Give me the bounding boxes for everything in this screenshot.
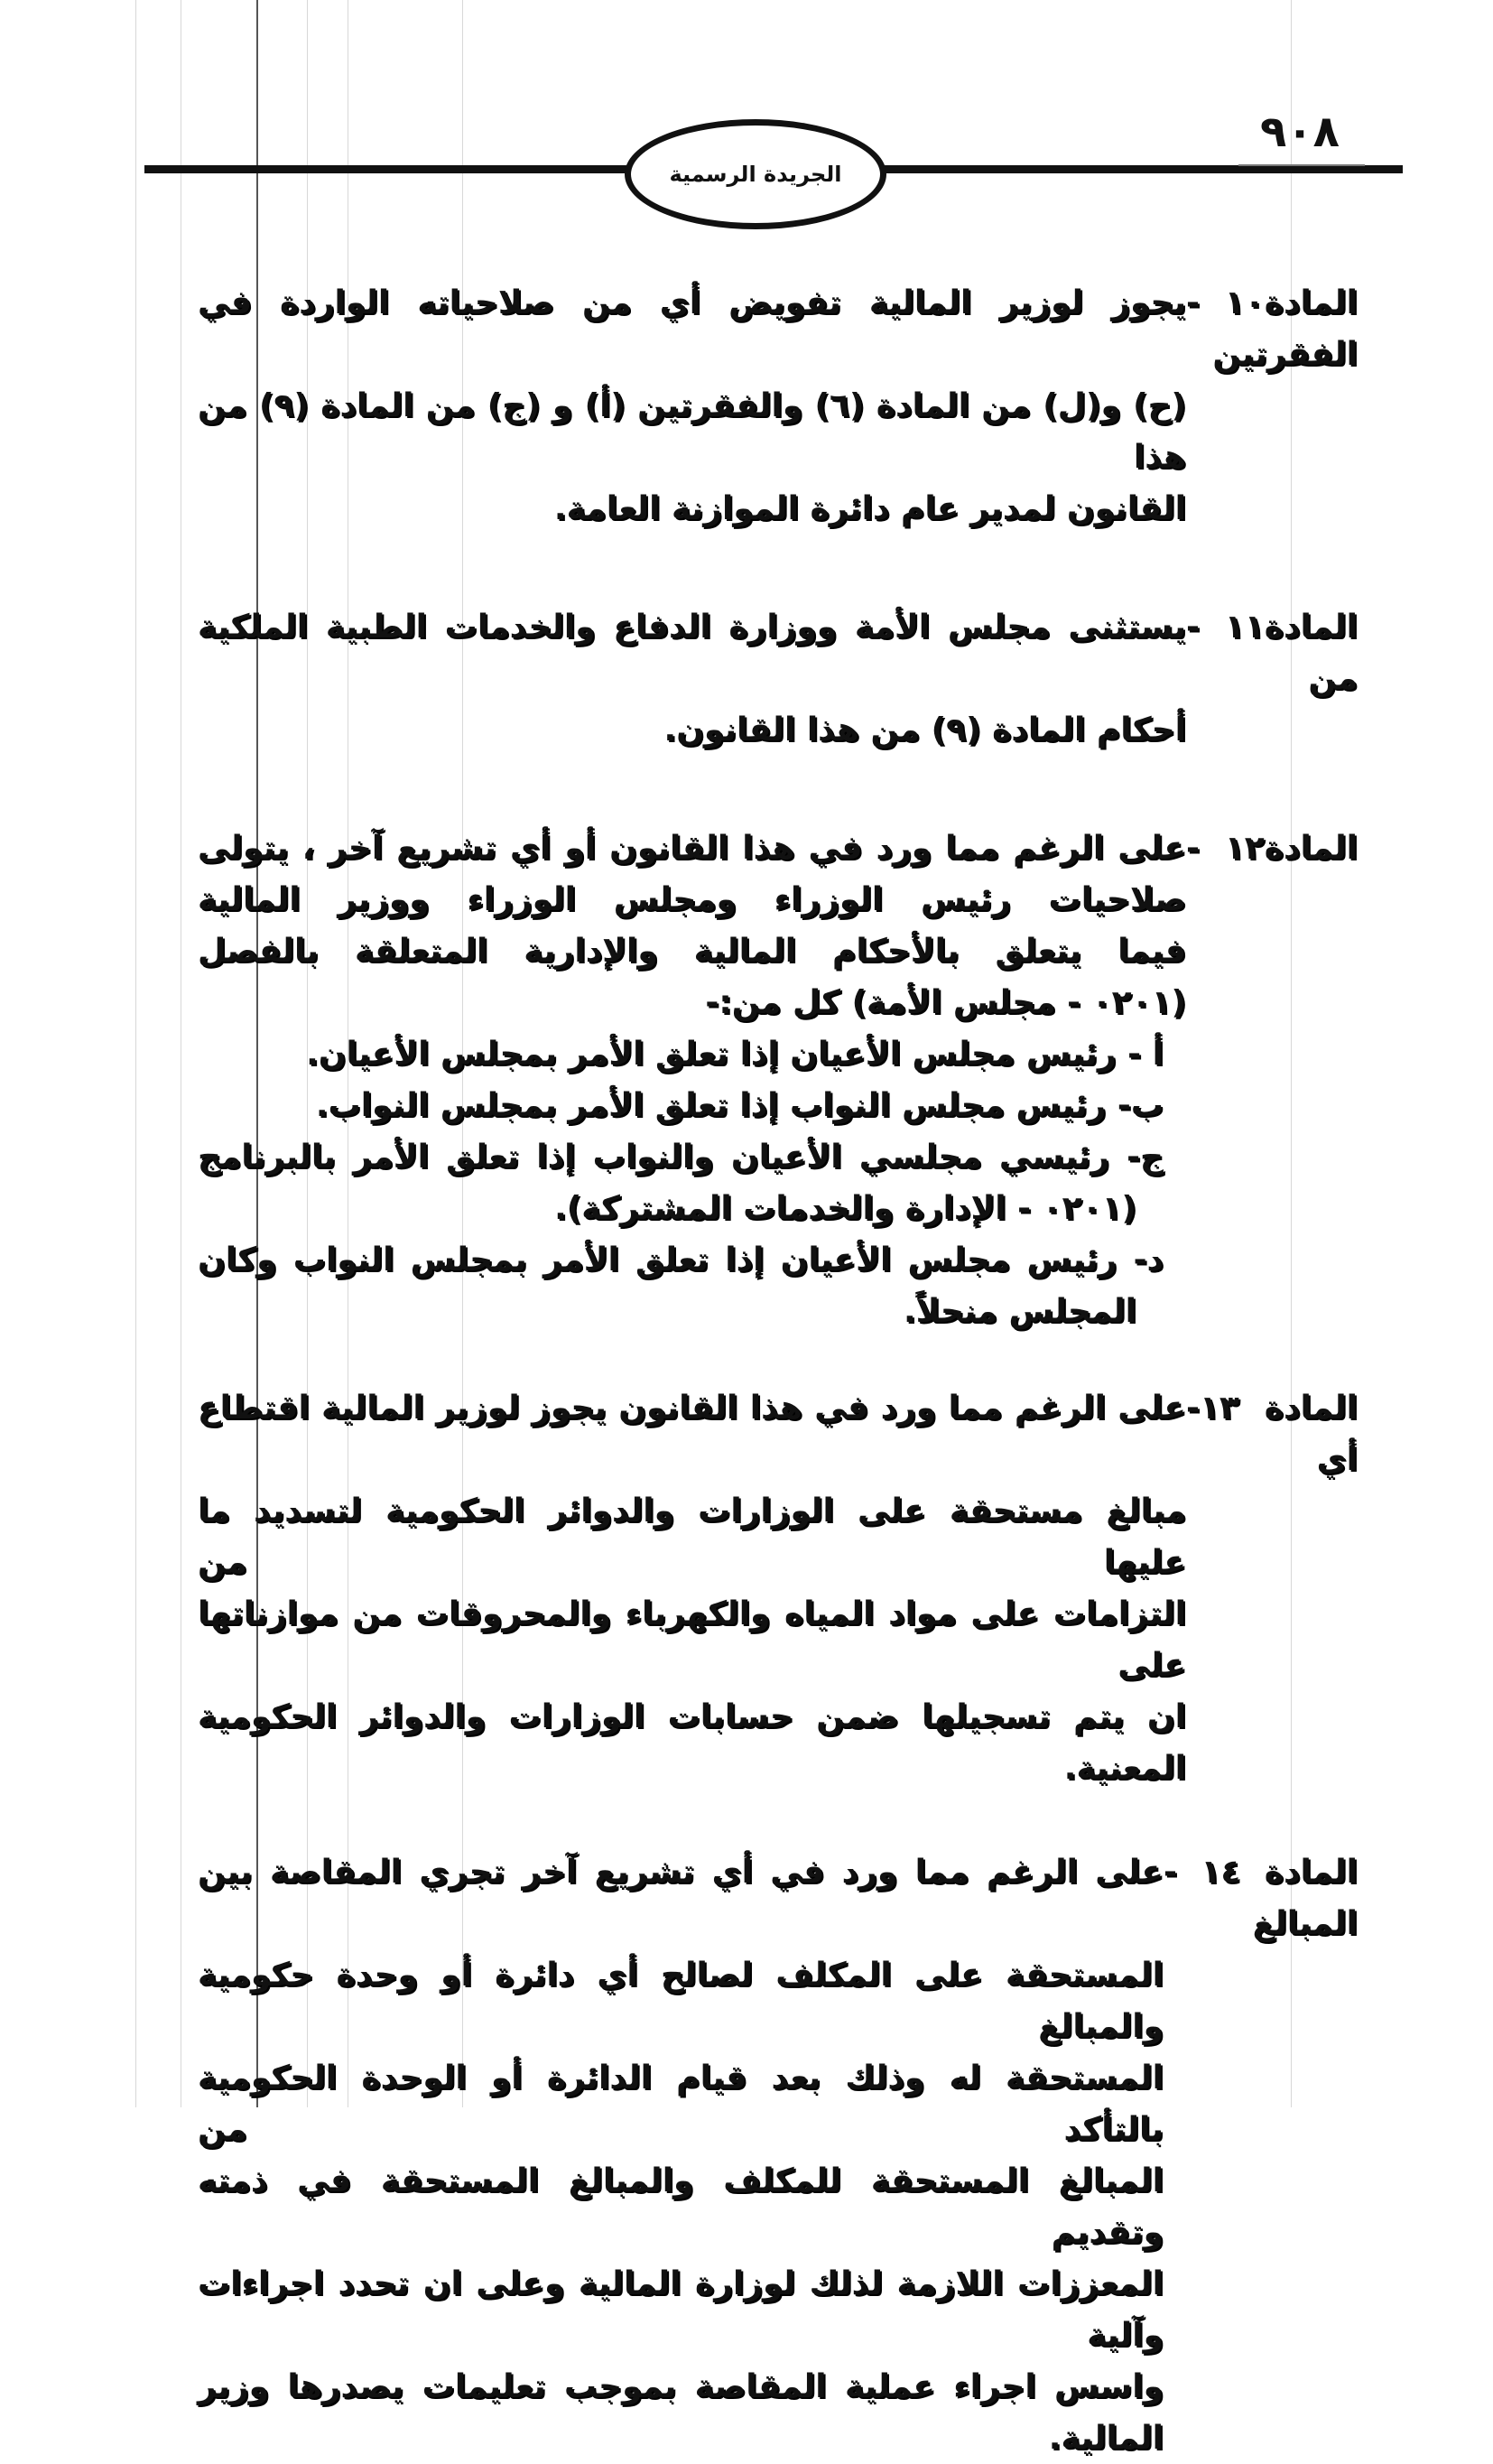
article-12 (198, 823, 1358, 1337)
article-line: فيما يتعلق بالأحكام المالية والإدارية المتعلقة بالفصل (198, 933, 1186, 970)
article-item-c-cont: (٠٢٠١ - الإدارة والخدمات المشتركة). (554, 1190, 1136, 1227)
gazette-title: الجريدة الرسمية (669, 162, 842, 187)
article-line: المستحقة على المكلف لصالح أي دائرة أو وحدة حكومية والمبالغ (198, 1957, 1164, 2045)
article-item-c: ج- رئيسي مجلسي الأعيان والنواب إذا تعلق الأمر بالبرنامج (198, 1139, 1164, 1176)
article-line: المادة ١٣-على الرغم مما ورد في هذا القانون يجوز لوزير المالية اقتطاع أي (198, 1382, 1358, 1485)
scan-artifact-line (135, 0, 136, 2107)
article-item-d-cont: المجلس منحلاً. (904, 1293, 1136, 1330)
article-label: المادة١١ - (1186, 609, 1358, 646)
article-line: المادة ١٤ -على الرغم مما ورد في أي تشريع آخر تجري المقاصة بين المبالغ (198, 1846, 1358, 1949)
article-label: المادة١٠ - (1186, 284, 1358, 321)
article-line: صلاحيات رئيس الوزراء ومجلس الوزراء ووزير المالية (198, 881, 1186, 918)
article-item-a: أ - رئيس مجلس الأعيان إذا تعلق الأمر بمجلس الأعيان. (306, 1036, 1164, 1073)
article-label: المادة ١٤ - (1164, 1854, 1358, 1891)
page-number: ٩٠٨ (1260, 107, 1340, 157)
article-10 (198, 277, 1358, 535)
article-item-b: ب- رئيس مجلس النواب إذا تعلق الأمر بمجلس النواب. (315, 1087, 1164, 1124)
article-line: المبالغ المستحقة للمكلف والمبالغ المستحقة في ذمته وتقديم (198, 2162, 1164, 2251)
article-label: المادة ١٣- (1186, 1390, 1358, 1427)
article-line: (ح) و(ل) من المادة (٦) والفقرتين (أ) و (ج) من المادة (٩) من هذا (198, 387, 1186, 476)
article-line: (٠٢٠١ - مجلس الأمة) كل من:- (705, 984, 1186, 1021)
article-14 (198, 1846, 1358, 2464)
article-line: مبالغ مستحقة على الوزارات والدوائر الحكومية لتسديد ما عليها من (198, 1492, 1186, 1581)
article-line: واسس اجراء عملية المقاصة بموجب تعليمات يصدرها وزير (198, 2368, 1164, 2405)
articles-body (198, 277, 1358, 2464)
gazette-title-oval (625, 119, 886, 229)
article-13 (198, 1382, 1358, 1794)
article-label: المادة١٢ - (1186, 830, 1358, 867)
article-line: أحكام المادة (٩) من هذا القانون. (663, 711, 1186, 748)
article-line: المادة١٢ -على الرغم مما ورد في هذا القانون أو أي تشريع آخر ، يتولى (198, 823, 1358, 874)
article-line: المادة١١ -يستثنى مجلس الأمة ووزارة الدفاع والخدمات الطبية الملكية من (198, 601, 1358, 704)
article-line: المستحقة له وذلك بعد قيام الدائرة أو الوحدة الحكومية بالتأكد من (198, 2060, 1164, 2148)
article-line: ان يتم تسجيلها ضمن حسابات الوزارات والدوائر الحكومية المعنية. (198, 1698, 1186, 1787)
article-11 (198, 601, 1358, 756)
article-line: المعززات اللازمة لذلك لوزارة المالية وعلى ان تحدد اجراءات وآلية (198, 2265, 1164, 2354)
article-line: القانون لمدير عام دائرة الموازنة العامة. (553, 490, 1186, 527)
page-number-underline (1238, 164, 1365, 166)
article-item-d: د- رئيس مجلس الأعيان إذا تعلق الأمر بمجلس النواب وكان (198, 1241, 1164, 1278)
article-line: التزامات على مواد المياه والكهرباء والمحروقات من موازناتها على (198, 1595, 1186, 1684)
article-line: المادة١٠ -يجوز لوزير المالية تفويض أي من صلاحياته الواردة في الفقرتين (198, 277, 1358, 380)
article-line: المالية. (1048, 2420, 1164, 2457)
